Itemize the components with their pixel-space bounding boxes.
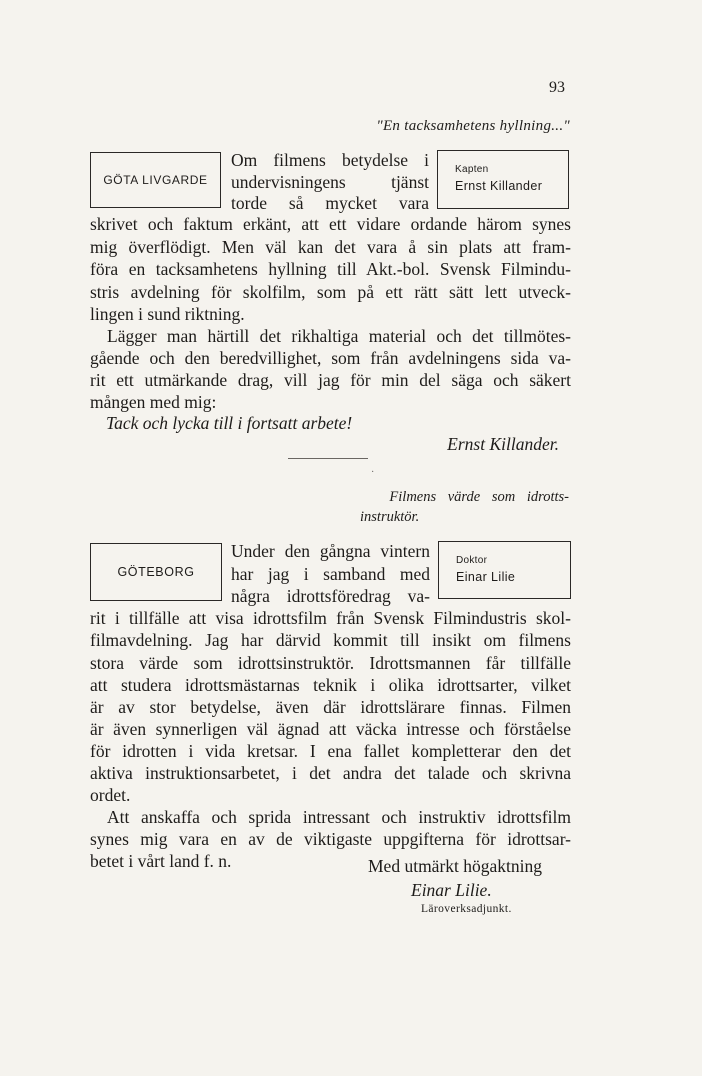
article-heading: "En tacksamhetens hyllning...": [376, 118, 570, 134]
text-line: rit ett utmärkande drag, vill jag för min del säga och säkert: [90, 370, 571, 390]
text-line: gående och den beredvillighet, som från avdelningens sida va-: [90, 348, 571, 368]
article-heading-cont: instruktör.: [360, 509, 420, 525]
text-line: filmavdelning. Jag har därvid kommit till insikt om filmens: [90, 630, 571, 650]
author-name: Ernst Killander: [455, 179, 543, 193]
divider: [288, 458, 368, 459]
text-line: torde så mycket vara: [231, 193, 429, 213]
city-label-box: GÖTEBORG: [90, 543, 222, 601]
ornament-dot: ·: [371, 467, 375, 478]
article-heading: Filmens värde som idrotts-: [389, 489, 569, 505]
text-line: mången med mig:: [90, 392, 217, 412]
author-name: Einar Lilie: [456, 570, 516, 584]
page-number: 93: [549, 79, 565, 96]
text-line: för idrotten i vida kretsar. I ena fallet kompletterar den det: [90, 741, 571, 761]
text-line: är av stor betydelse, även där idrottslärare finnas. Filmen: [90, 697, 571, 717]
text-line: aktiva instruktionsarbetet, i det andra det talade och skrivna: [90, 763, 571, 783]
signature-title: Läroverksadjunkt.: [421, 903, 512, 915]
text-line: har jag i samband med: [231, 564, 430, 584]
text-line: stris avdelning för skolfilm, som på ett rätt sätt lett utveck-: [90, 282, 571, 302]
author-title: Doktor: [456, 555, 488, 566]
text-line: mig överflödigt. Men väl kan det vara å sin plats att fram-: [90, 237, 571, 257]
author-title: Kapten: [455, 164, 489, 175]
text-line: Om filmens betydelse i: [231, 150, 429, 170]
text-line: stora värde som idrottsinstruktör. Idrottsmannen får tillfälle: [90, 653, 571, 673]
text-line: lingen i sund riktning.: [90, 304, 245, 324]
text-line: Under den gångna vintern: [231, 541, 430, 561]
greeting: Med utmärkt högaktning: [368, 856, 543, 876]
text-line: föra en tacksamhetens hyllning till Akt.-bol. Svensk Filmindu-: [90, 259, 571, 279]
text-line: rit i tillfälle att visa idrottsfilm från Svensk Filmindustris skol-: [90, 608, 571, 628]
unit-label-box: GÖTA LIVGARDE: [90, 152, 221, 208]
text-line: att studera idrottsmästarnas teknik i olika idrottsarter, vilket: [90, 675, 571, 695]
text-line: några idrottsföredrag va-: [231, 586, 430, 606]
text-line: Lägger man härtill det rikhaltiga material och det tillmötes-: [107, 326, 571, 346]
closing-line: Tack och lycka till i fortsatt arbete!: [106, 413, 353, 433]
text-line: ordet.: [90, 785, 131, 805]
text-line: betet i vårt land f. n.: [90, 851, 232, 871]
author-box: [437, 150, 569, 209]
signature: Ernst Killander.: [447, 434, 559, 454]
text-line: Att anskaffa och sprida intressant och instruktiv idrottsfilm: [107, 807, 571, 827]
signature: Einar Lilie.: [411, 880, 492, 900]
text-line: är även synnerligen väl ägnad att väcka intresse och förståelse: [90, 719, 571, 739]
text-line: synes mig vara en av de viktigaste uppgifterna för idrottsar-: [90, 829, 571, 849]
text-line: undervisningens tjänst: [231, 172, 429, 192]
text-line: skrivet och faktum erkänt, att ett vidare ordande härom synes: [90, 214, 571, 234]
